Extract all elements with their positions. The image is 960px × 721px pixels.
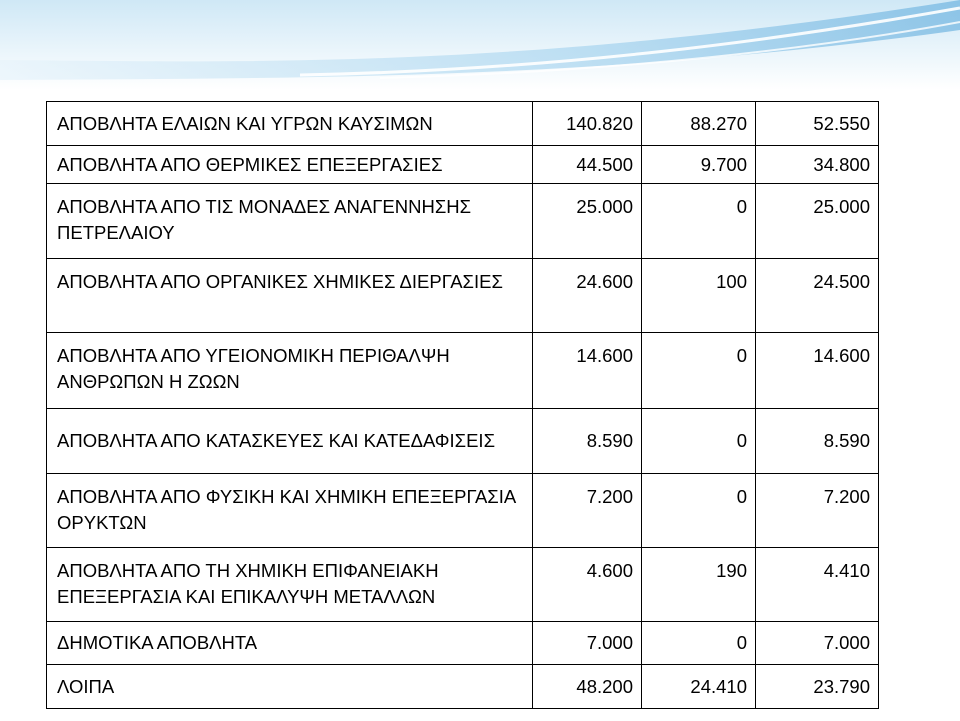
row-value-1: 8.590 xyxy=(533,409,642,474)
table-row xyxy=(47,622,879,665)
row-value-3: 7.000 xyxy=(756,622,879,665)
table-row xyxy=(47,184,879,259)
row-label: ΑΠΟΒΛΗΤΑ ΑΠΟ ΤΗ ΧΗΜΙΚΗ ΕΠΙΦΑΝΕΙΑΚΗ ΕΠΕΞΕΡΓΑΣΙΑ ΚΑΙ ΕΠΙΚΑΛΥΨΗ ΜΕΤΑΛΛΩΝ xyxy=(47,548,533,622)
row-value-3: 14.600 xyxy=(756,333,879,409)
row-value-1: 7.200 xyxy=(533,474,642,548)
row-value-2: 88.270 xyxy=(642,102,756,146)
row-value-1: 140.820 xyxy=(533,102,642,146)
decorative-banner xyxy=(0,0,960,90)
row-value-2: 9.700 xyxy=(642,146,756,184)
row-value-3: 25.000 xyxy=(756,184,879,259)
row-label: ΔΗΜΟΤΙΚΑ ΑΠΟΒΛΗΤΑ xyxy=(47,622,533,665)
row-label: ΑΠΟΒΛΗΤΑ ΑΠΟ ΟΡΓΑΝΙΚΕΣ ΧΗΜΙΚΕΣ ΔΙΕΡΓΑΣΙΕΣ xyxy=(47,259,533,333)
row-value-2: 0 xyxy=(642,184,756,259)
row-value-1: 25.000 xyxy=(533,184,642,259)
row-label: ΑΠΟΒΛΗΤΑ ΑΠΟ ΘΕΡΜΙΚΕΣ ΕΠΕΞΕΡΓΑΣΙΕΣ xyxy=(47,146,533,184)
row-label: ΑΠΟΒΛΗΤΑ ΑΠΟ ΚΑΤΑΣΚΕΥΕΣ ΚΑΙ ΚΑΤΕΔΑΦΙΣΕΙΣ xyxy=(47,409,533,474)
row-value-2: 24.410 xyxy=(642,665,756,709)
row-label: ΑΠΟΒΛΗΤΑ ΑΠΟ ΦΥΣΙΚΗ ΚΑΙ ΧΗΜΙΚΗ ΕΠΕΞΕΡΓΑΣΙΑ ΟΡΥΚΤΩΝ xyxy=(47,474,533,548)
row-value-3: 24.500 xyxy=(756,259,879,333)
row-value-2: 0 xyxy=(642,622,756,665)
table-row xyxy=(47,548,879,622)
row-label: ΑΠΟΒΛΗΤΑ ΑΠΟ ΥΓΕΙΟΝΟΜΙΚΗ ΠΕΡΙΘΑΛΨΗ ΑΝΘΡΩΠΩΝ Η ΖΩΩΝ xyxy=(47,333,533,409)
row-value-2: 100 xyxy=(642,259,756,333)
row-value-3: 4.410 xyxy=(756,548,879,622)
row-value-2: 190 xyxy=(642,548,756,622)
row-value-1: 7.000 xyxy=(533,622,642,665)
row-value-1: 44.500 xyxy=(533,146,642,184)
table-row xyxy=(47,665,879,709)
row-value-3: 23.790 xyxy=(756,665,879,709)
row-value-2: 0 xyxy=(642,333,756,409)
row-label: ΛΟΙΠΑ xyxy=(47,665,533,709)
row-value-1: 48.200 xyxy=(533,665,642,709)
table-row xyxy=(47,333,879,409)
row-label: ΑΠΟΒΛΗΤΑ ΑΠΟ ΤΙΣ ΜΟΝΑΔΕΣ ΑΝΑΓΕΝΝΗΣΗΣ ΠΕΤΡΕΛΑΙΟΥ xyxy=(47,184,533,259)
row-value-1: 4.600 xyxy=(533,548,642,622)
table-row xyxy=(47,409,879,474)
row-value-3: 8.590 xyxy=(756,409,879,474)
row-value-1: 14.600 xyxy=(533,333,642,409)
row-value-1: 24.600 xyxy=(533,259,642,333)
row-value-2: 0 xyxy=(642,474,756,548)
row-value-3: 34.800 xyxy=(756,146,879,184)
waste-table xyxy=(46,101,879,709)
table-row xyxy=(47,259,879,333)
row-label: ΑΠΟΒΛΗΤΑ ΕΛΑΙΩΝ ΚΑΙ ΥΓΡΩΝ ΚΑΥΣΙΜΩΝ xyxy=(47,102,533,146)
row-value-3: 7.200 xyxy=(756,474,879,548)
table-row xyxy=(47,474,879,548)
row-value-2: 0 xyxy=(642,409,756,474)
row-value-3: 52.550 xyxy=(756,102,879,146)
waste-table-container xyxy=(46,101,879,709)
table-row xyxy=(47,102,879,146)
table-row xyxy=(47,146,879,184)
